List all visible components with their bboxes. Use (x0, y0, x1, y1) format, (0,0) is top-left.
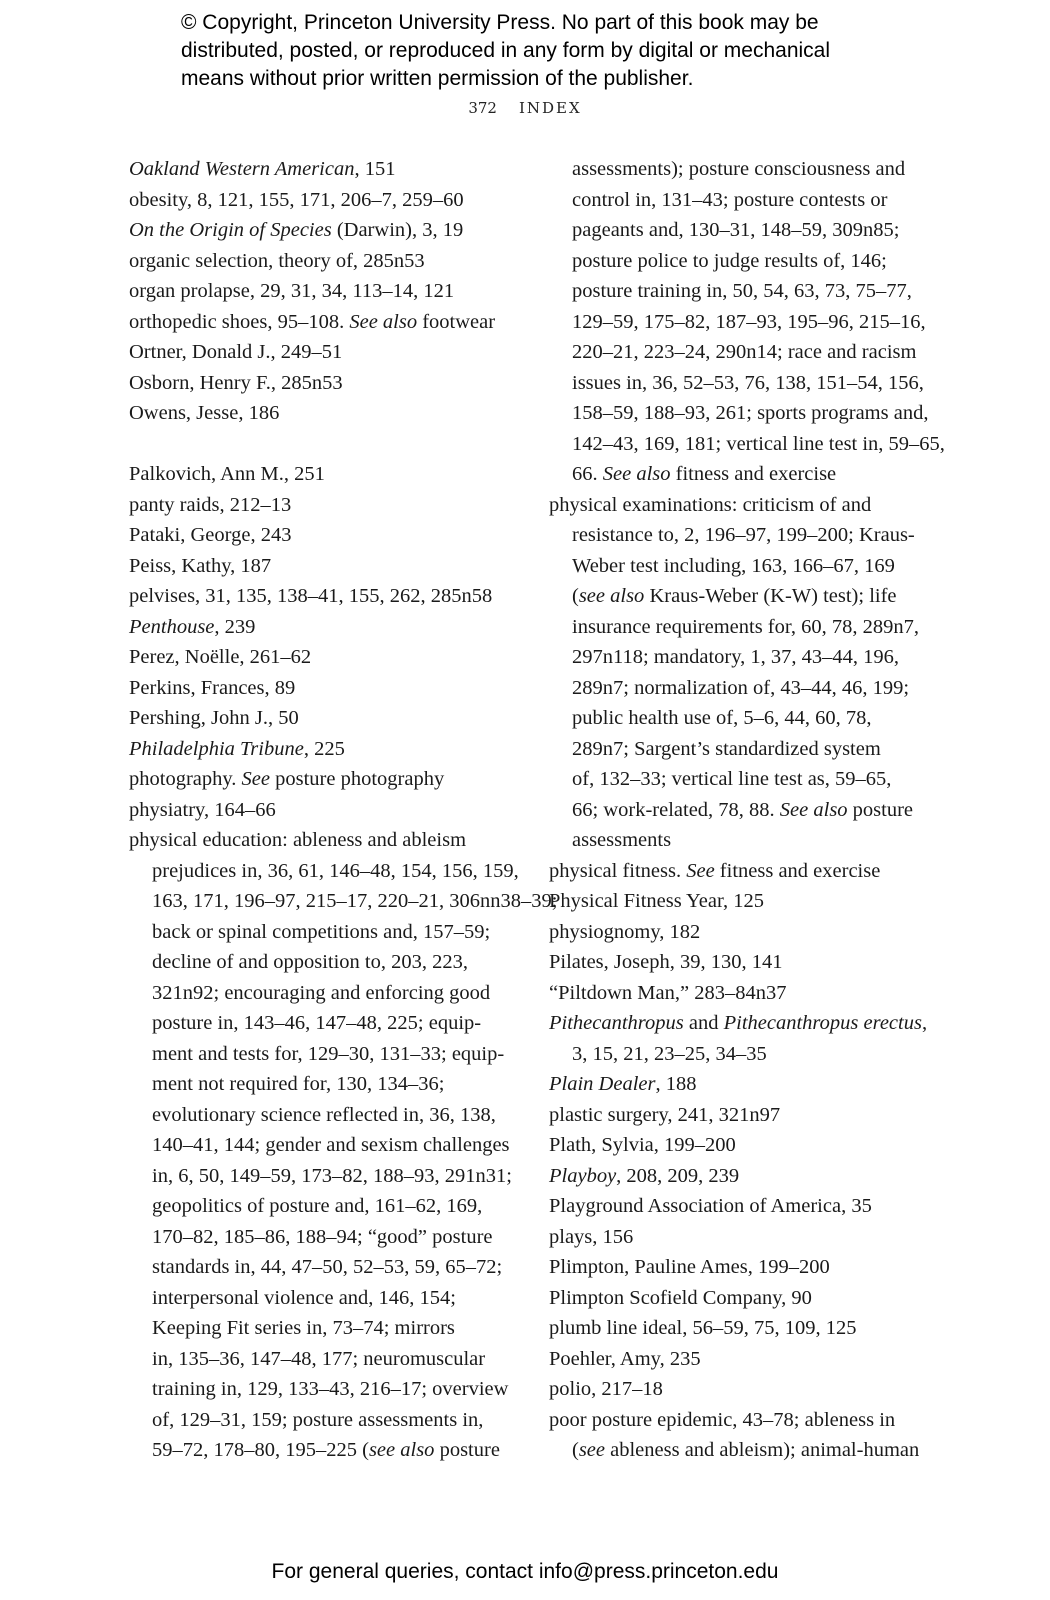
index-text: Owens, Jesse, 186 (129, 402, 280, 424)
index-text: posture (434, 1439, 500, 1461)
index-italic-text: Plain Dealer (549, 1073, 656, 1095)
index-text: Peiss, Kathy, 187 (129, 554, 272, 577)
index-text: physiognomy, 182 (549, 920, 701, 943)
index-text: Palkovich, Ann M., 251 (129, 463, 325, 485)
index-italic-text: Penthouse (129, 615, 215, 638)
index-entry (129, 154, 529, 185)
index-entry-continuation (549, 581, 949, 612)
index-text: 289n7; normalization of, 43–44, 46, 199; (572, 676, 910, 699)
index-text: Ortner, Donald J., 249–51 (129, 341, 343, 363)
index-text: posture in, 143–46, 147–48, 225; equip- (152, 1012, 482, 1034)
index-text: prejudices in, 36, 61, 146–48, 154, 156, 159, (152, 859, 519, 882)
index-italic-text: see also (578, 585, 645, 607)
index-entry-continuation (549, 703, 949, 734)
index-entry-continuation (129, 1008, 529, 1039)
index-entry (549, 1191, 949, 1222)
index-entry (549, 917, 949, 948)
section-title: INDEX (518, 99, 582, 117)
index-text: posture police to judge results of, 146; (572, 249, 887, 272)
index-entry (549, 1405, 949, 1436)
index-italic-text: See (686, 859, 715, 882)
index-entry-continuation (549, 673, 949, 704)
index-italic-text: See also (349, 310, 418, 333)
index-text: physical education: ableness and ableism (129, 829, 467, 851)
index-entry-continuation (549, 520, 949, 551)
index-text: physical fitness. (549, 859, 687, 882)
index-text: orthopedic shoes, 95–108. (129, 310, 350, 333)
page-number: 372 (468, 99, 497, 117)
index-text: 66. (572, 463, 603, 485)
index-text: decline of and opposition to, 203, 223, (152, 951, 468, 973)
index-text: Poehler, Amy, 235 (549, 1347, 701, 1370)
index-entry (129, 642, 529, 673)
index-text: plumb line ideal, 56–59, 75, 109, 125 (549, 1317, 857, 1339)
index-entry (129, 459, 529, 490)
index-entry-continuation (549, 246, 949, 277)
index-text: plays, 156 (549, 1225, 634, 1248)
index-text: , (921, 1012, 928, 1034)
index-entry (549, 1008, 949, 1039)
index-text: and (683, 1012, 724, 1034)
index-italic-text: see (578, 1439, 606, 1461)
index-text: , 225 (303, 737, 345, 760)
index-text: Pataki, George, 243 (129, 524, 292, 546)
index-entry-continuation (549, 276, 949, 307)
index-entry-continuation (129, 1344, 529, 1375)
index-entry-continuation (549, 459, 949, 490)
index-entry-continuation (129, 1222, 529, 1253)
index-entry (549, 856, 949, 887)
index-entry-continuation (129, 1252, 529, 1283)
index-entry (129, 581, 529, 612)
index-entry-continuation (129, 1161, 529, 1192)
index-text: back or spinal competitions and, 157–59; (152, 920, 491, 943)
index-italic-text: See (241, 768, 270, 790)
index-text: 129–59, 175–82, 187–93, 195–96, 215–16, (572, 310, 926, 333)
index-text: assessments); posture consciousness and (572, 158, 906, 180)
index-text: public health use of, 5–6, 44, 60, 78, (572, 707, 872, 729)
index-entry (549, 1161, 949, 1192)
index-italic-text: See also (602, 463, 671, 485)
index-text: training in, 129, 133–43, 216–17; overview (152, 1378, 509, 1400)
index-entry (129, 520, 529, 551)
index-text: posture (847, 798, 914, 821)
index-entry (549, 490, 949, 521)
index-text: 142–43, 169, 181; vertical line test in, 59–65, (572, 432, 945, 455)
index-entry-continuation (549, 429, 949, 460)
index-entry-continuation (549, 612, 949, 643)
index-text: standards in, 44, 47–50, 52–53, 59, 65–72; (152, 1256, 503, 1278)
index-text: interpersonal violence and, 146, 154; (152, 1286, 456, 1309)
index-text: Plimpton, Pauline Ames, 199–200 (549, 1256, 830, 1278)
index-text: photography. (129, 768, 242, 790)
index-italic-text: Playboy (549, 1164, 617, 1187)
index-text: Perkins, Frances, 89 (129, 676, 296, 699)
index-entry-continuation (129, 1069, 529, 1100)
index-entry (129, 337, 529, 368)
index-text: , 188 (655, 1073, 697, 1095)
copyright-line: means without prior written permission of the publisher. (181, 67, 694, 90)
index-entry-continuation (549, 398, 949, 429)
index-text: Kraus-Weber (K-W) test); life (644, 585, 897, 607)
index-text: physical examinations: criticism of and (549, 493, 872, 516)
index-text: posture training in, 50, 54, 63, 73, 75–77, (572, 280, 912, 302)
index-text: , 208, 209, 239 (616, 1164, 740, 1187)
index-entry-continuation (549, 307, 949, 338)
index-entry-continuation (129, 1405, 529, 1436)
index-entry (129, 825, 529, 856)
index-entry-continuation (549, 795, 949, 826)
index-entry (129, 215, 529, 246)
index-italic-text: Philadelphia Tribune (129, 737, 304, 760)
index-text: physiatry, 164–66 (129, 798, 276, 821)
index-text: 140–41, 144; gender and sexism challenges (152, 1134, 510, 1156)
index-entry-continuation (549, 337, 949, 368)
index-entry-continuation (129, 856, 529, 887)
index-text: Keeping Fit series in, 73–74; mirrors (152, 1317, 455, 1339)
index-entry-continuation (549, 368, 949, 399)
index-text: panty raids, 212–13 (129, 493, 292, 516)
index-text: Pershing, John J., 50 (129, 707, 299, 729)
index-entry-continuation (549, 764, 949, 795)
index-text: pelvises, 31, 135, 138–41, 155, 262, 285n58 (129, 585, 493, 607)
index-italic-text: Pithecanthropus (549, 1012, 684, 1034)
index-entry (549, 1374, 949, 1405)
index-entry-continuation (129, 1283, 529, 1314)
index-entry-continuation (129, 917, 529, 948)
index-text: control in, 131–43; posture contests or (572, 188, 888, 211)
index-entry-continuation (549, 734, 949, 765)
index-text: poor posture epidemic, 43–78; ableness in (549, 1408, 896, 1431)
index-entry (549, 1283, 949, 1314)
index-text: ( (572, 585, 579, 607)
index-text: , 151 (354, 158, 396, 180)
index-text: ment and tests for, 129–30, 131–33; equip- (152, 1042, 505, 1065)
copyright-notice (181, 9, 901, 93)
index-entry-continuation (549, 185, 949, 216)
copyright-line: © Copyright, Princeton University Press. No part of this book may be (181, 11, 819, 34)
index-entry-continuation (549, 1435, 949, 1466)
index-entry (549, 1222, 949, 1253)
index-text: in, 135–36, 147–48, 177; neuromuscular (152, 1347, 486, 1370)
index-text: (Darwin), 3, 19 (331, 219, 464, 241)
index-text: 289n7; Sargent’s standardized system (572, 737, 881, 760)
index-text: 163, 171, 196–97, 215–17, 220–21, 306nn38–39; (152, 890, 558, 912)
copyright-line: distributed, posted, or reproduced in any form by digital or mechanical (181, 39, 831, 62)
index-text: organ prolapse, 29, 31, 34, 113–14, 121 (129, 280, 455, 302)
index-text: 220–21, 223–24, 290n14; race and racism (572, 341, 917, 363)
index-entry-continuation (549, 154, 949, 185)
index-entry (129, 185, 529, 216)
index-entry (129, 673, 529, 704)
index-text: 297n118; mandatory, 1, 37, 43–44, 196, (572, 646, 900, 668)
index-entry (549, 1344, 949, 1375)
index-text: of, 132–33; vertical line test as, 59–65, (572, 768, 892, 790)
index-entry-continuation (129, 886, 558, 917)
index-text: assessments (572, 829, 672, 851)
index-entry (129, 764, 529, 795)
index-text: plastic surgery, 241, 321n97 (549, 1103, 781, 1126)
index-entry (129, 307, 529, 338)
index-text: Plath, Sylvia, 199–200 (549, 1134, 736, 1156)
index-entry-continuation (129, 947, 529, 978)
index-entry (549, 1130, 949, 1161)
index-column-left (129, 154, 558, 1466)
footer-contact: For general queries, contact info@press.princeton.edu (271, 1560, 779, 1583)
index-entry (549, 1100, 949, 1131)
index-text: 170–82, 185–86, 188–94; “good” posture (152, 1225, 493, 1248)
index-entry (129, 795, 529, 826)
index-entry-continuation (129, 1100, 529, 1131)
index-entry-continuation (549, 642, 949, 673)
index-text: ( (572, 1439, 579, 1461)
index-text: issues in, 36, 52–53, 76, 138, 151–54, 156, (572, 371, 924, 394)
index-column-right (549, 154, 949, 1466)
index-text: “Piltdown Man,” 283–84n37 (549, 981, 787, 1004)
index-text: Perez, Noëlle, 261–62 (129, 646, 312, 668)
index-entry-continuation (129, 1313, 529, 1344)
index-entry (129, 398, 529, 429)
index-entry-continuation (549, 551, 949, 582)
index-text: 158–59, 188–93, 261; sports programs and, (572, 402, 929, 424)
index-text: Osborn, Henry F., 285n53 (129, 371, 343, 394)
index-text: 321n92; encouraging and enforcing good (152, 981, 491, 1004)
index-text: of, 129–31, 159; posture assessments in, (152, 1408, 484, 1431)
index-italic-text: Oakland Western American (129, 158, 355, 180)
index-text: ableness and ableism); animal-human (605, 1439, 920, 1461)
index-italic-text: see also (368, 1439, 435, 1461)
index-entry (129, 368, 529, 399)
index-text: in, 6, 50, 149–59, 173–82, 188–93, 291n31; (152, 1164, 512, 1187)
index-text: insurance requirements for, 60, 78, 289n7, (572, 615, 920, 638)
index-entry-continuation (129, 978, 529, 1009)
index-text: pageants and, 130–31, 148–59, 309n85; (572, 219, 900, 241)
index-entry (129, 734, 529, 765)
index-text: organic selection, theory of, 285n53 (129, 249, 425, 272)
index-entry-continuation (129, 1435, 529, 1466)
index-entry (549, 1252, 949, 1283)
index-text: posture photography (270, 768, 445, 790)
index-text: 59–72, 178–80, 195–225 ( (152, 1439, 369, 1461)
running-head (0, 99, 1050, 117)
index-text: 3, 15, 21, 23–25, 34–35 (572, 1042, 767, 1065)
index-text: fitness and exercise (714, 859, 881, 882)
index-italic-text: Pithecanthropus erectus (723, 1012, 922, 1034)
index-entry (129, 612, 529, 643)
index-entry-continuation (549, 825, 949, 856)
index-entry (129, 246, 529, 277)
index-gap (129, 429, 529, 460)
index-italic-text: On the Origin of Species (129, 219, 332, 241)
index-entry-continuation (549, 1039, 949, 1070)
index-entry (549, 978, 949, 1009)
index-text: Plimpton Scofield Company, 90 (549, 1286, 812, 1309)
index-entry-continuation (129, 1374, 529, 1405)
index-entry-continuation (129, 1039, 529, 1070)
index-entry-continuation (129, 1191, 529, 1222)
index-text: fitness and exercise (670, 463, 837, 485)
index-text: Weber test including, 163, 166–67, 169 (572, 554, 895, 577)
index-entry-continuation (549, 215, 949, 246)
index-text: Playground Association of America, 35 (549, 1195, 872, 1217)
index-entry (129, 703, 529, 734)
index-text: ment not required for, 130, 134–36; (152, 1073, 445, 1095)
index-text: obesity, 8, 121, 155, 171, 206–7, 259–60 (129, 188, 464, 211)
index-text: 66; work-related, 78, 88. (572, 798, 780, 821)
index-text: Physical Fitness Year, 125 (549, 890, 765, 912)
index-entry (549, 1313, 949, 1344)
index-entry (549, 886, 949, 917)
index-text: evolutionary science reflected in, 36, 138, (152, 1103, 496, 1126)
index-entry (549, 1069, 949, 1100)
index-text: geopolitics of posture and, 161–62, 169, (152, 1195, 483, 1217)
index-text: resistance to, 2, 196–97, 199–200; Kraus- (572, 524, 915, 546)
index-entry (549, 947, 949, 978)
index-text: , 239 (214, 615, 256, 638)
index-text: Pilates, Joseph, 39, 130, 141 (549, 951, 783, 973)
index-text: footwear (417, 310, 496, 333)
index-entry (129, 276, 529, 307)
index-text: polio, 217–18 (549, 1378, 663, 1400)
index-italic-text: See also (779, 798, 848, 821)
index-entry (129, 551, 529, 582)
index-entry (129, 490, 529, 521)
index-entry-continuation (129, 1130, 529, 1161)
